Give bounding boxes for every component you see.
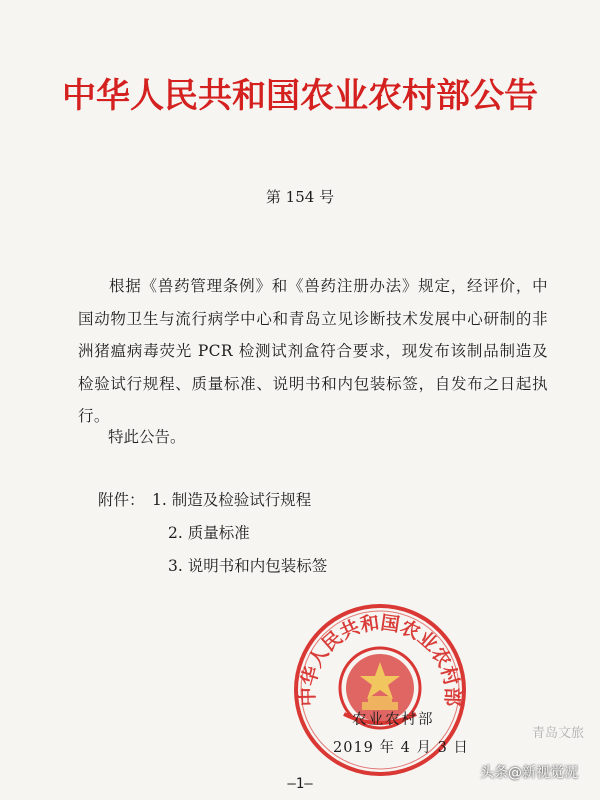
issue-date: 2019 年 4 月 3 日 — [333, 740, 469, 756]
page-number: —1— — [287, 776, 313, 792]
watermark-bottom: 头条@新视觉况 — [480, 765, 578, 781]
svg-text:中华人民共和国农业农村部: 中华人民共和国农业农村部 — [296, 611, 464, 707]
attachments-label: 附件： — [98, 491, 145, 509]
attachment-item: 1. 制造及检验试行规程 — [152, 491, 312, 509]
issuing-authority: 农业农村部 — [352, 712, 435, 728]
body-paragraph: 根据《兽药管理条例》和《兽药注册办法》规定，经评价，中国动物卫生与流行病学中心和青岛立见诊断技术发展中心研制的非洲猪瘟病毒荧光 PCR 检测试剂盒符合要求，现发布该制品制造及检验试行规程、质量标准、说明书和内包装标签，自发布之日起执行。 — [78, 277, 548, 425]
announcement-body — [78, 270, 548, 433]
attachment-item: 2. 质量标准 — [168, 524, 250, 542]
document-number: 第 154 号 — [265, 188, 335, 206]
closing-statement: 特此公告。 — [108, 428, 186, 446]
document-title: 中华人民共和国农业农村部公告 — [62, 76, 538, 116]
attachment-item: 3. 说明书和内包装标签 — [168, 557, 328, 575]
watermark-top: 青岛文旅 — [531, 726, 584, 741]
